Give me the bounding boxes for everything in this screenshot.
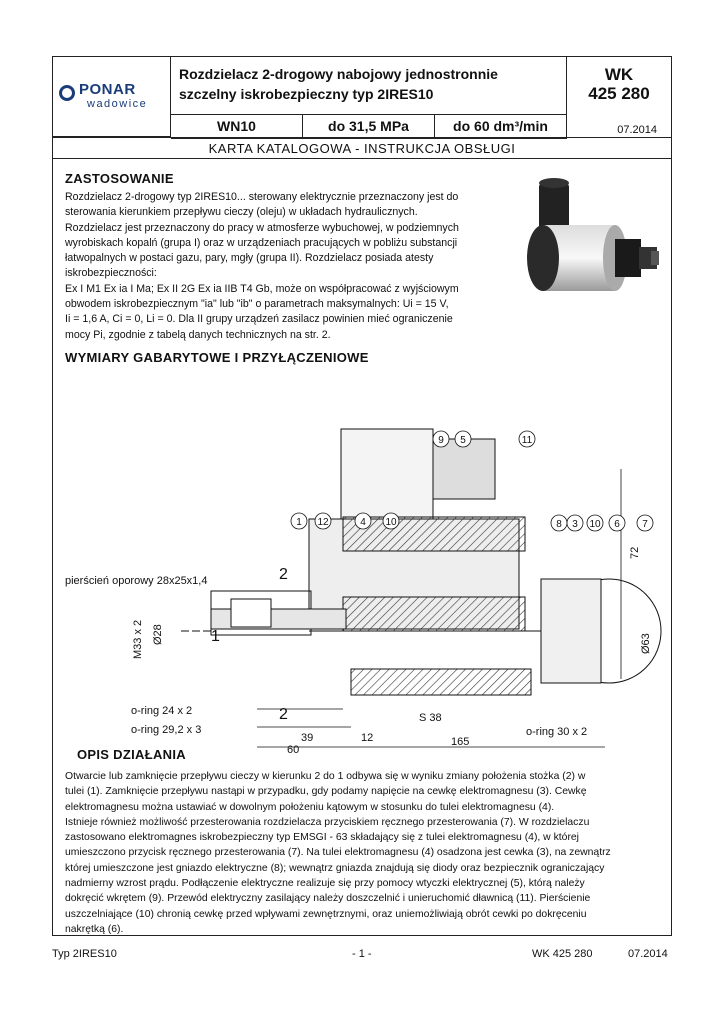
dim-72: 72 (629, 546, 641, 559)
callout-7: 7 (642, 519, 648, 530)
product-photo (511, 175, 661, 325)
oring-label-1: o-ring 24 x 2 (131, 705, 193, 717)
dim-39: 39 (301, 732, 314, 744)
cartridge-nut (615, 239, 641, 277)
oring-label-3: o-ring 30 x 2 (526, 726, 588, 738)
app-line: mocy Pi, zgodnie z tabelą danych technicznych na str. 2. (65, 328, 331, 341)
operation-text (65, 769, 661, 937)
operation-line: której umieszczone jest gniazdo elektryczne (8); wewnątrz gniazda znajdują się diody oraz bezpiecznik ograniczający (65, 862, 605, 874)
footer-type: Typ 2IRES10 (52, 948, 117, 960)
callout-4: 4 (360, 517, 366, 528)
wk-line-2: 425 280 (588, 84, 650, 103)
s38-label: S 38 (419, 712, 442, 724)
operation-heading: OPIS DZIAŁANIA (77, 747, 186, 762)
logo-sub: wadowice (87, 98, 148, 110)
port-1: 1 (211, 628, 220, 645)
dia28-label: Ø28 (152, 624, 164, 645)
callout-6: 6 (614, 519, 620, 530)
callout-8: 8 (556, 519, 562, 530)
dia63-label: Ø63 (640, 633, 652, 654)
spec-size: WN10 (171, 115, 303, 138)
title-block (171, 57, 566, 115)
footer-wk: WK 425 280 (532, 948, 593, 960)
header (53, 57, 671, 161)
catalogue-title: KARTA KATALOGOWA - INSTRUKCJA OBSŁUGI (53, 137, 671, 159)
ring-label: pierścień oporowy 28x25x1,4 (65, 575, 208, 587)
app-line: Ex I M1 Ex ia I Ma; Ex II 2G Ex ia IIB T4 Gb, może on współpracować z wyjściowym (65, 282, 459, 295)
operation-line: umieszczono przycisk ręcznego przesterowania (7). Na tulei elektromagnesu (4) osadzona jest cewka (3), na zewnątrz (65, 847, 611, 859)
app-line: Rozdzielacz 2-drogowy typ 2IRES10... sterowany elektrycznie przeznaczony jest do (65, 191, 459, 203)
ponar-logo-icon (59, 85, 75, 101)
header-date: 07.2014 (566, 115, 671, 139)
logo-name: PONAR (79, 81, 136, 98)
port-2-bottom: 2 (279, 706, 288, 723)
spec-pressure: do 31,5 MPa (303, 115, 435, 138)
app-line: sterowania kierunkiem przepływu cieczy (oleju) w układach hydraulicznych. (65, 206, 418, 219)
app-line: łatwopalnych w postaci gazu, pary, mgły (grupa II). Rozdzielacz posiada atesty (65, 252, 434, 265)
dim-165: 165 (451, 736, 470, 748)
wk-number (566, 57, 671, 115)
operation-line: Otwarcie lub zamknięcie przepływu cieczy w kierunku 2 do 1 odbywa się w wyniku zmiany położenia stożka (2) w (65, 771, 586, 782)
cross-section-drawing (61, 369, 665, 754)
app-line: Ii = 1,6 A, Ci = 0, Li = 0. Dla II grupy urządzeń zasilacz powinien mieć ograniczenie (65, 313, 453, 326)
operation-line: uszczelniające (10) chronią cewkę przed wpływami zewnętrznymi, oraz uniemożliwiają obrót cewki po dokręceniu (65, 908, 587, 920)
oring-label-2: o-ring 29,2 x 3 (131, 724, 202, 736)
operation-line: nakrętką (6). (65, 923, 124, 935)
thread-label: M33 x 2 (132, 619, 144, 659)
title-line-1: Rozdzielacz 2-drogowy nabojowy jednostronnie (179, 66, 498, 82)
app-line: wyrobiskach kopalń (grupa I) oraz w urządzeniach pracujących w pobliżu substancji (65, 236, 458, 249)
callout-9: 9 (438, 435, 444, 446)
callout-11: 11 (521, 435, 533, 446)
operation-line: nadmierny wzrost prądu. Podłączenie elektryczne realizuje się przy pomocy wtyczki elektrycznej (5), którą należy (65, 878, 585, 890)
logo (53, 57, 171, 137)
footer-page: - 1 - (352, 948, 372, 960)
callout-5: 5 (460, 435, 466, 446)
dim-12: 12 (361, 732, 374, 744)
wk-line-1: WK (604, 65, 634, 84)
title-line-2: szczelny iskrobezpieczny typ 2IRES10 (179, 86, 434, 102)
callout-3: 3 (572, 519, 578, 530)
spec-flow: do 60 dm³/min (453, 118, 548, 134)
page-frame (52, 56, 672, 936)
dim-60: 60 (287, 744, 300, 754)
coil-nut (527, 225, 559, 291)
app-line: obwodem iskrobezpiecznym "ia" lub "ib" o parametrach maksymalnych: Ui = 15 V, (65, 298, 449, 311)
spec-row (171, 115, 566, 139)
operation-line: Istnieje również możliwość przesterowania rozdzielacza przyciskiem ręcznego przesterowania (7). W rozdzielaczu (65, 816, 590, 828)
operation-line: zastosowano elektromagnes iskrobezpieczny typ EMSGI - 63 składający się z tulei elektromagnesu (4), w której (65, 832, 579, 844)
callout-10b: 10 (589, 519, 601, 530)
app-line: iskrobezpieczności: (65, 267, 157, 280)
callout-12: 12 (317, 517, 329, 528)
callout-1: 1 (296, 517, 302, 528)
port-2-top: 2 (279, 566, 288, 583)
app-line: Rozdzielacz jest przeznaczony do pracy w atmosferze wybuchowej, w podziemnych (65, 221, 459, 234)
operation-line: elektromagnesu można ustawiać w dowolnym położeniu kątowym w stosunku do tulei elektromagnesu (4). (65, 801, 555, 813)
operation-line: dokręcić wkrętem (9). Przewód elektryczny zasilający należy doszczelnić i unieruchomić dławnicą (11). Pierścienie (65, 893, 591, 905)
operation-line: tulei (1). Zamknięcie przepływu nastąpi w przypadku, gdy podamy napięcie na cewkę elektromagnesu (3). Cewkę (65, 786, 587, 798)
footer-date: 07.2014 (628, 948, 668, 960)
callout-10a: 10 (385, 517, 397, 528)
dimensions-heading: WYMIARY GABARYTOWE I PRZYŁĄCZENIOWE (65, 350, 369, 365)
application-heading: ZASTOSOWANIE (65, 171, 174, 186)
application-text (65, 190, 479, 343)
